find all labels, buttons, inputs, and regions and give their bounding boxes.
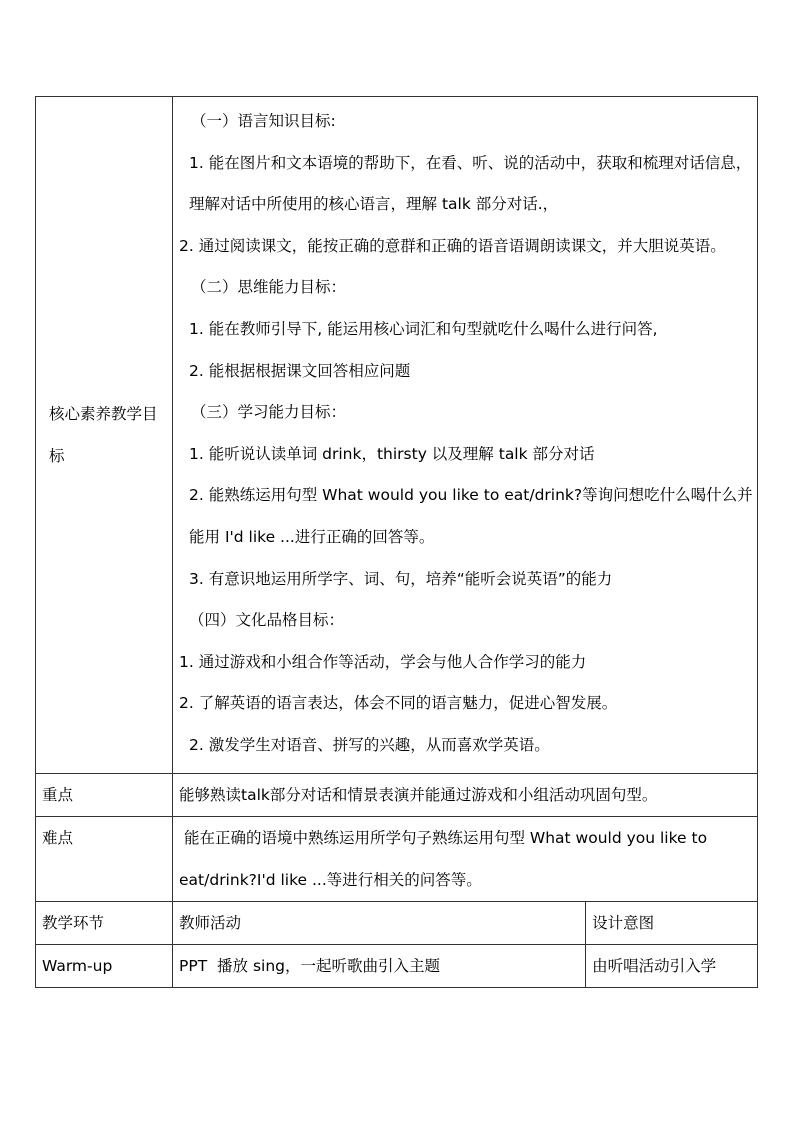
goal-heading-language: （一）语言知识目标: xyxy=(191,112,336,130)
row-teacher-text: PPT 播放 sing，一起听歌曲引入主题 xyxy=(179,956,441,975)
difficult-points-content xyxy=(173,816,758,901)
row-stage xyxy=(36,944,173,987)
goal-culture-2: 2. 了解英语的语言表达，体会不同的语言魅力，促进心智发展。 xyxy=(179,694,618,713)
key-points-text: 能够熟读talk部分对话和情景表演并能通过游戏和小组活动巩固句型。 xyxy=(179,785,658,804)
difficult-points-row xyxy=(36,816,758,901)
core-goals-row xyxy=(36,97,758,774)
header-intent xyxy=(586,901,758,944)
key-points-label-text: 重点 xyxy=(42,785,74,804)
header-intent-text: 设计意图 xyxy=(592,913,655,932)
row-intent xyxy=(586,944,758,987)
goal-culture-1: 1. 通过游戏和小组合作等活动，学会与他人合作学习的能力 xyxy=(179,652,587,671)
core-goals-content xyxy=(173,97,758,774)
procedure-row xyxy=(36,944,758,987)
difficult-points-label xyxy=(36,816,173,901)
goal-thinking-2: 2. 能根据根据课文回答相应问题 xyxy=(189,361,411,380)
goal-learning-3: 3. 有意识地运用所学字、词、句，培养“能听会说英语”的能力 xyxy=(189,569,613,588)
key-points-label xyxy=(36,773,173,816)
header-teacher xyxy=(173,901,586,944)
procedure-header-row xyxy=(36,901,758,944)
goal-learning-2: 2. 能熟练运用句型 What would you like to eat/drink?等询问想吃什么喝什么并能用 I'd like ...进行正确的回答等。 xyxy=(189,486,753,546)
goal-language-2: 2. 通过阅读课文，能按正确的意群和正确的语音语调朗读课文，并大胆说英语。 xyxy=(179,236,726,255)
goal-culture-3: 2. 激发学生对语音、拼写的兴趣，从而喜欢学英语。 xyxy=(189,735,550,754)
lesson-plan-table xyxy=(35,96,758,988)
header-stage xyxy=(36,901,173,944)
core-goals-label-text: 核心素养教学目标 xyxy=(49,404,158,465)
goal-thinking-1: 1. 能在教师引导下, 能运用核心词汇和句型就吃什么喝什么进行问答, xyxy=(189,319,658,338)
row-intent-text: 由听唱活动引入学 xyxy=(592,956,717,975)
core-goals-label xyxy=(36,97,173,774)
row-teacher xyxy=(173,944,586,987)
difficult-points-label-text: 难点 xyxy=(42,828,74,847)
goal-heading-learning: （三）学习能力目标： xyxy=(191,403,347,422)
goal-language-1: 1. 能在图片和文本语境的帮助下，在看、听、说的活动中，获取和梳理对话信息，理解对话中所使用的核心语言，理解 talk 部分对话.， xyxy=(189,153,752,214)
key-points-row xyxy=(36,773,758,816)
goal-heading-thinking: （二）思维能力目标： xyxy=(191,278,347,297)
header-stage-text: 教学环节 xyxy=(42,913,105,932)
key-points-content xyxy=(173,773,758,816)
row-stage-text: Warm-up xyxy=(42,956,113,975)
difficult-points-text: 能在正确的语境中熟练运用所学句子熟练运用句型 What would you like to eat/drink?I'd like ...等进行相关的问答等。 xyxy=(179,828,712,889)
goal-learning-1: 1. 能听说认读单词 drink，thirsty 以及理解 talk 部分对话 xyxy=(189,444,595,463)
header-teacher-text: 教师活动 xyxy=(179,913,242,932)
goal-heading-culture: （四）文化品格目标： xyxy=(189,611,345,630)
